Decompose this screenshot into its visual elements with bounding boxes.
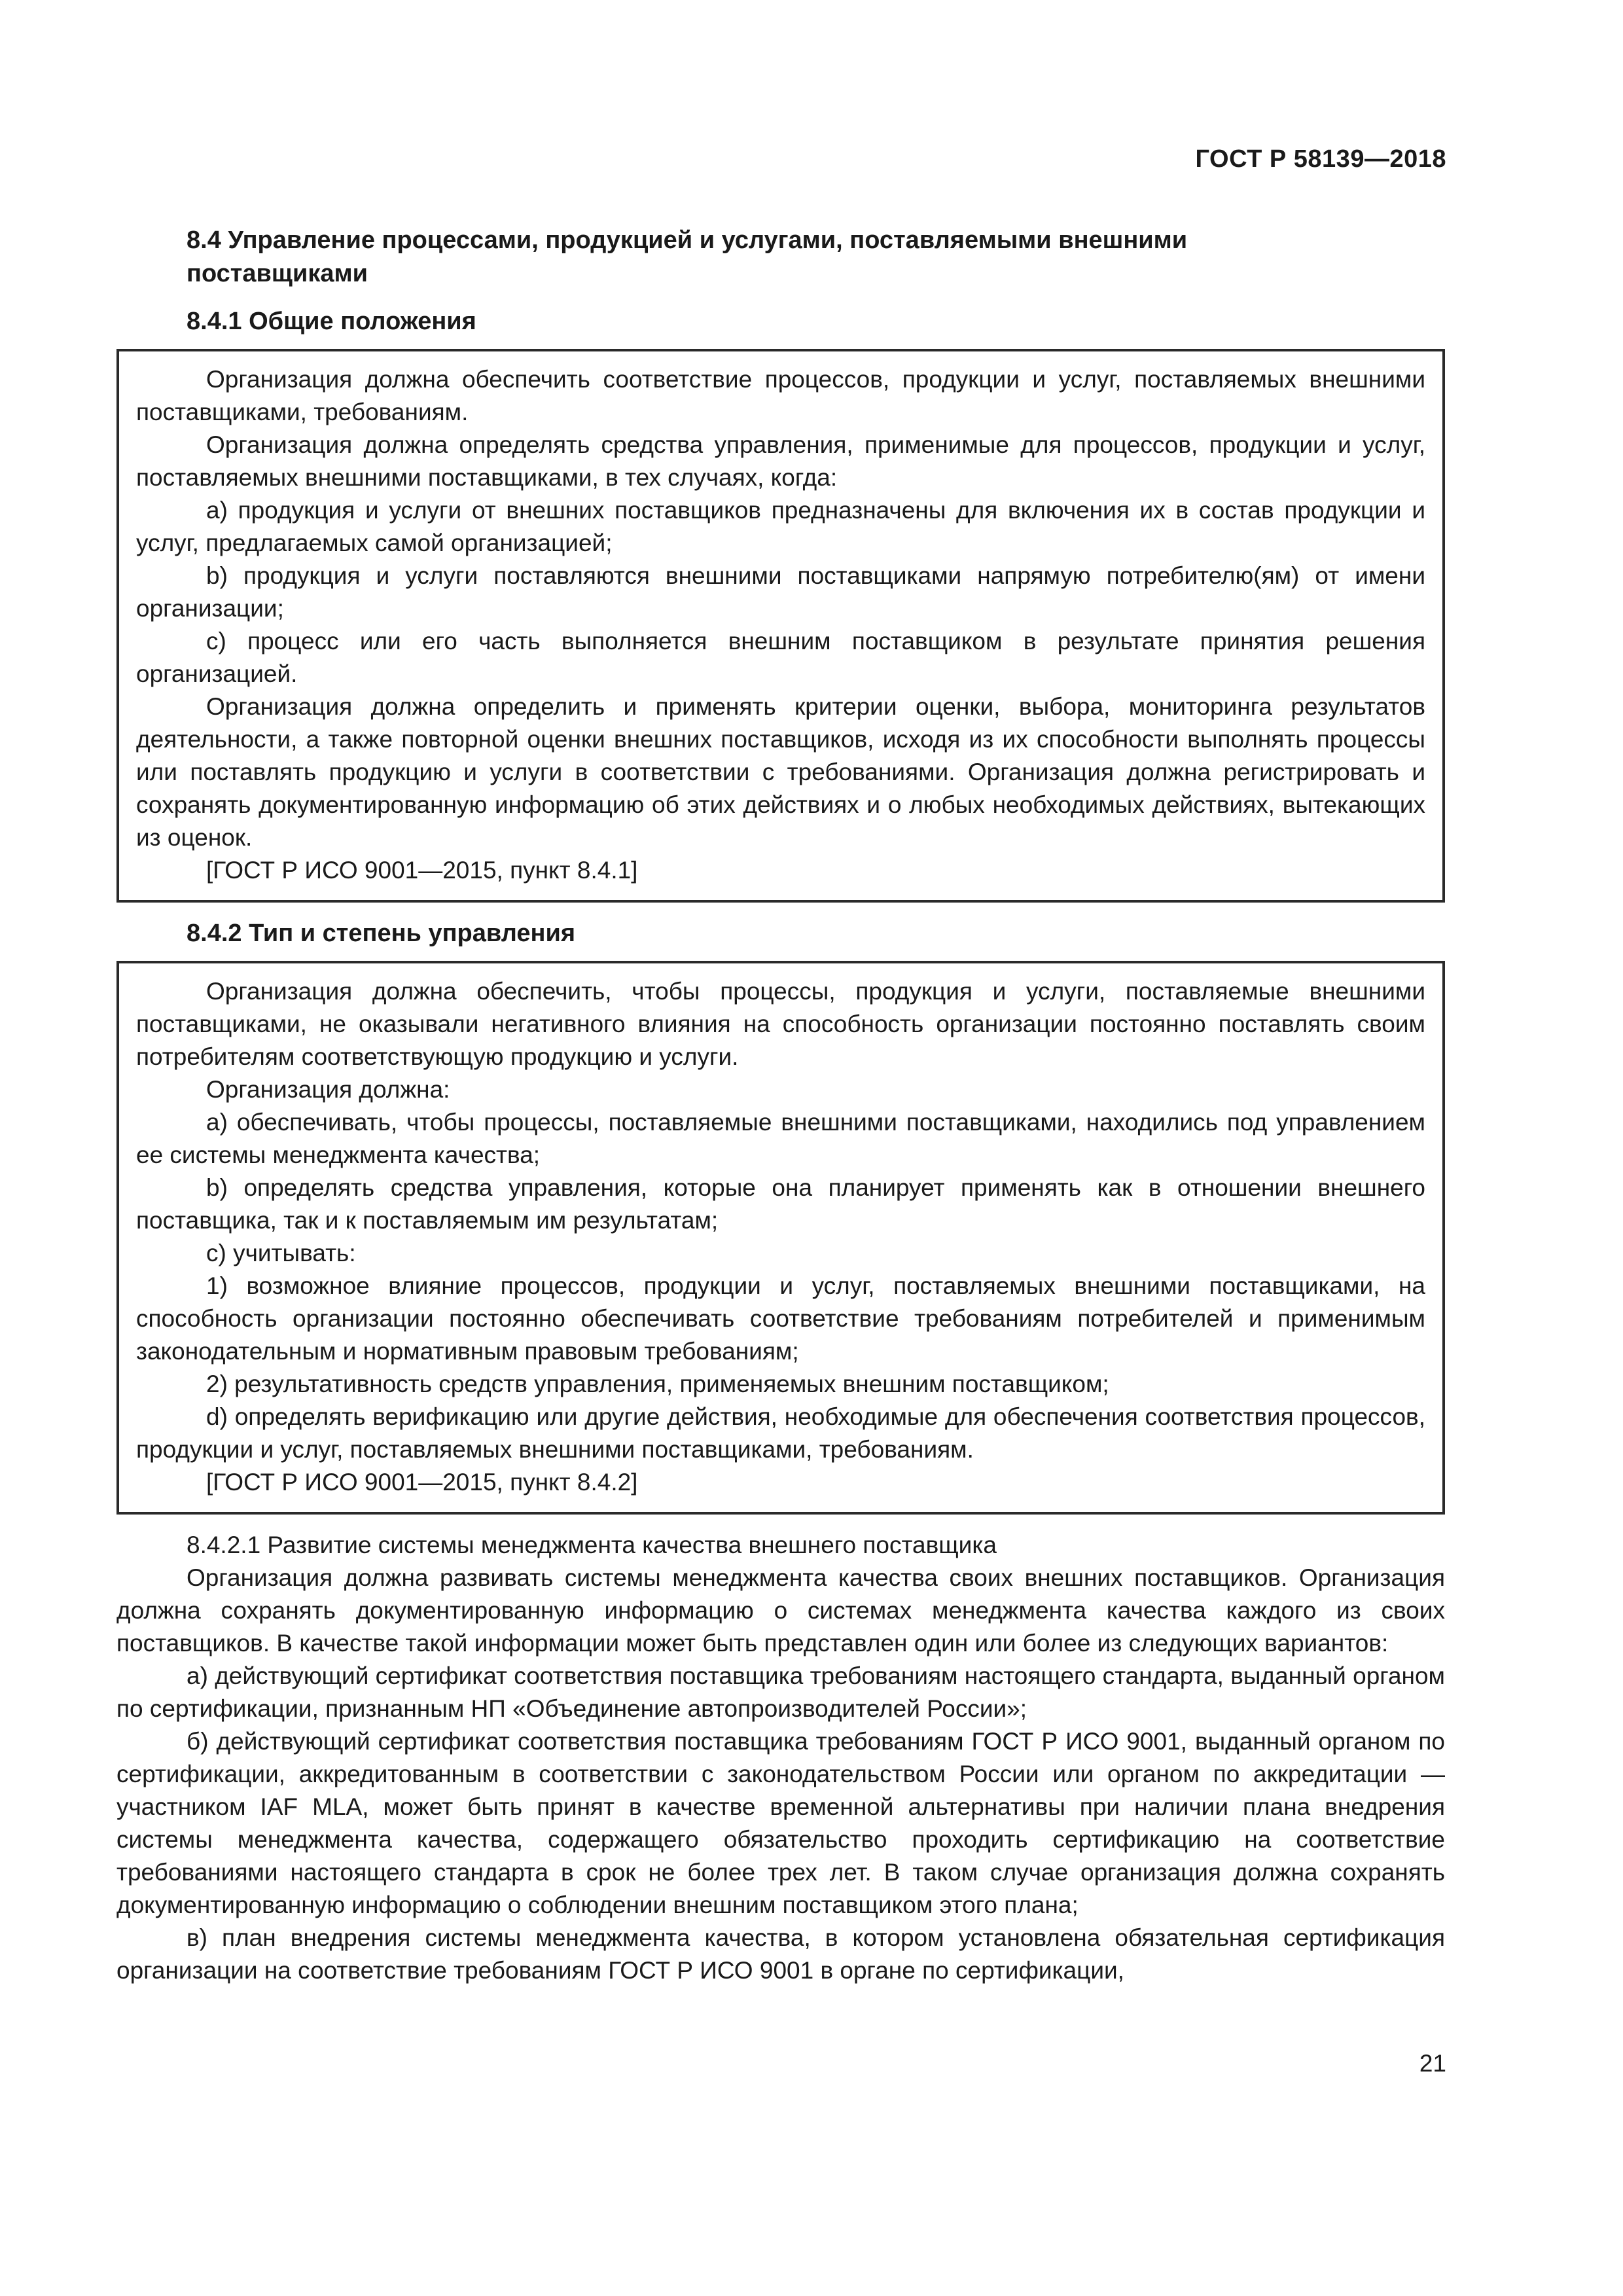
paragraph: Организация должна обеспечить соответствие процессов, продукции и услуг, поставляемых внешними поставщиками, требованиям. xyxy=(136,366,1425,425)
list-item: c) учитывать: xyxy=(206,1240,356,1266)
paragraph: Организация должна обеспечить, чтобы процессы, продукция и услуги, поставляемые внешними поставщиками, не оказывали негативного влияния на способность организации постоянно поставлять своим потребителям соответствующую продукцию и услуги. xyxy=(136,978,1425,1070)
list-item: a) обеспечивать, чтобы процессы, поставляемые внешними поставщиками, находились под управлением ее системы менеджмента качества; xyxy=(136,1109,1425,1168)
page-content xyxy=(116,224,1445,1987)
page-number: 21 xyxy=(1419,2050,1446,2077)
section-heading-8-4-line1: 8.4 Управление процессами, продукцией и услугами, поставляемыми внешними xyxy=(187,226,1188,254)
list-item: 2) результативность средств управления, применяемых внешним поставщиком; xyxy=(206,1371,1109,1397)
list-item: b) определять средства управления, которые она планирует применять как в отношении внешнего поставщика, так и к поставляемым им результатам; xyxy=(136,1174,1425,1234)
paragraph: Организация должна определить и применять критерии оценки, выбора, мониторинга результатов деятельности, а также повторной оценки внешних поставщиков, исходя из их способности выполнять процессы или поставлять продукцию и услуги в соответствии с требованиями. Организация должна регистрировать и сохранять документированную информацию об этих действиях и о любых необходимых действиях, вытекающих из оценок. xyxy=(136,693,1425,851)
list-item: а) действующий сертификат соответствия поставщика требованиям настоящего стандарта, выданный органом по сертификации, признанным НП «Объединение автопроизводителей России»; xyxy=(116,1662,1445,1722)
list-item: a) продукция и услуги от внешних поставщиков предназначены для включения их в состав продукции и услуг, предлагаемых самой организацией; xyxy=(136,497,1425,556)
paragraph: Организация должна определять средства управления, применимые для процессов, продукции и услуг, поставляемых внешними поставщиками, в тех случаях, когда: xyxy=(136,431,1425,491)
list-item: c) процесс или его часть выполняется внешним поставщиком в результате принятия решения организацией. xyxy=(136,628,1425,687)
section-heading-8-4 xyxy=(116,224,1445,291)
list-item: б) действующий сертификат соответствия поставщика требованиям ГОСТ Р ИСО 9001, выданный органом по сертификации, аккредитованным в соответствии с законодательством России или органом по аккредитации — участником IAF MLA, может быть принят в качестве временной альтернативы при наличии плана внедрения системы менеджмента качества, содержащего обязательство проходить сертификацию на соответствие требованиями настоящего стандарта в срок не более трех лет. В таком случае организация должна сохранять документированную информацию о соблюдении внешним поставщиком этого плана; xyxy=(116,1728,1445,1918)
section-heading-8-4-2: 8.4.2 Тип и степень управления xyxy=(187,920,576,947)
list-item: в) план внедрения системы менеджмента качества, в котором установлена обязательная сертификация организации на соответствие требованиям ГОСТ Р ИСО 9001 в органе по сертификации, xyxy=(116,1924,1445,1984)
citation: [ГОСТ Р ИСО 9001—2015, пункт 8.4.2] xyxy=(206,1469,638,1496)
section-heading-8-4-line2: поставщиками xyxy=(187,260,368,287)
subsection-title: 8.4.2.1 Развитие системы менеджмента качества внешнего поставщика xyxy=(187,1532,997,1558)
citation: [ГОСТ Р ИСО 9001—2015, пункт 8.4.1] xyxy=(206,857,638,884)
quote-box-8-4-1 xyxy=(116,349,1445,903)
document-code: ГОСТ Р 58139—2018 xyxy=(1195,145,1446,173)
paragraph: Организация должна развивать системы менеджмента качества своих внешних поставщиков. Организация должна сохранять документированную информацию о системах менеджмента качества каждого из своих поставщиков. В качестве такой информации может быть представлен один или более из следующих вариантов: xyxy=(116,1564,1445,1657)
paragraph: Организация должна: xyxy=(206,1076,450,1103)
list-item: d) определять верификацию или другие действия, необходимые для обеспечения соответствия процессов, продукции и услуг, поставляемых внешними поставщиками, требованиям. xyxy=(136,1403,1425,1463)
quote-box-8-4-2 xyxy=(116,961,1445,1515)
list-item: b) продукция и услуги поставляются внешними поставщиками напрямую потребителю(ям) от имени организации; xyxy=(136,562,1425,622)
list-item: 1) возможное влияние процессов, продукции и услуг, поставляемых внешними поставщиками, на способность организации постоянно обеспечивать соответствие требованиям потребителей и применимым законодательным и нормативным правовым требованиям; xyxy=(136,1272,1425,1365)
section-8-4-2-1 xyxy=(116,1529,1445,1987)
section-heading-8-4-1: 8.4.1 Общие положения xyxy=(187,308,476,335)
